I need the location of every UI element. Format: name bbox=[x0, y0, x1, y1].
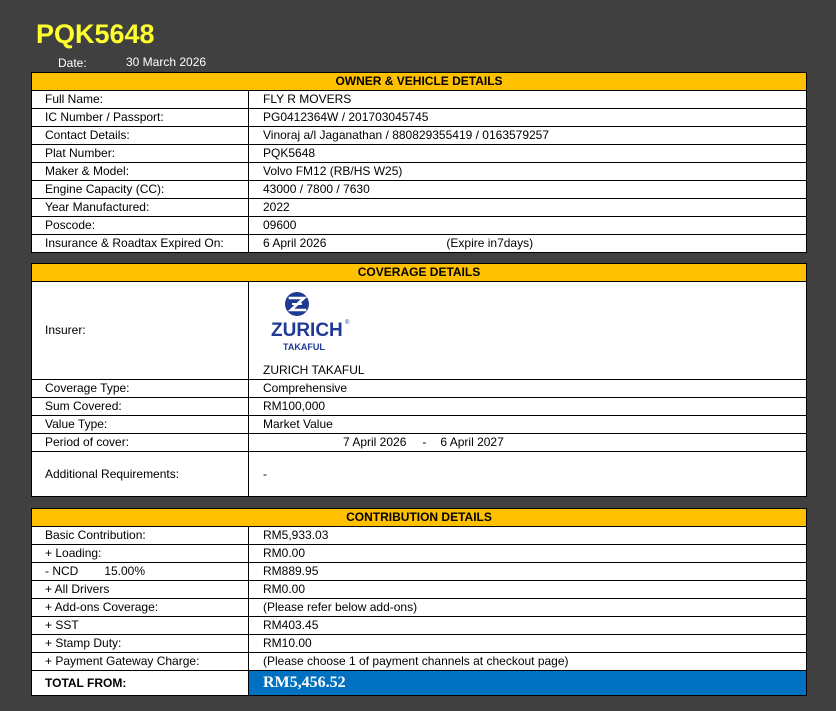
row-value: 09600 bbox=[249, 217, 807, 235]
ncd-label-cell bbox=[32, 563, 249, 581]
table-row bbox=[32, 235, 806, 253]
row-value: RM0.00 bbox=[249, 581, 807, 599]
zurich-logo bbox=[267, 290, 357, 360]
row-value: RM5,933.03 bbox=[249, 527, 807, 545]
row-label: + Payment Gateway Charge: bbox=[32, 653, 249, 671]
row-label: Plat Number: bbox=[32, 145, 249, 163]
row-label: Poscode: bbox=[32, 217, 249, 235]
row-value: Vinoraj a/l Jaganathan / 880829355419 / 0163579257 bbox=[249, 127, 807, 145]
row-label: Sum Covered: bbox=[32, 398, 249, 416]
row-label: + Loading: bbox=[32, 545, 249, 563]
coverage-section bbox=[31, 263, 807, 497]
expiry-note: (Expire in7days) bbox=[446, 236, 534, 250]
contribution-section bbox=[31, 508, 807, 696]
row-label: + SST bbox=[32, 617, 249, 635]
table-row bbox=[32, 127, 806, 145]
row-value: RM889.95 bbox=[249, 563, 807, 581]
row-value: PG0412364W / 201703045745 bbox=[249, 109, 807, 127]
expiry-date: 6 April 2026 bbox=[263, 236, 327, 250]
row-value: RM100,000 bbox=[249, 398, 807, 416]
row-label: Basic Contribution: bbox=[32, 527, 249, 545]
table-row bbox=[32, 398, 806, 416]
row-value: PQK5648 bbox=[249, 145, 807, 163]
row-value: Market Value bbox=[249, 416, 807, 434]
row-value: Volvo FM12 (RB/HS W25) bbox=[249, 163, 807, 181]
row-label: + All Drivers bbox=[32, 581, 249, 599]
row-label: IC Number / Passport: bbox=[32, 109, 249, 127]
row-label: Full Name: bbox=[32, 91, 249, 109]
row-value: FLY R MOVERS bbox=[249, 91, 807, 109]
table-row bbox=[32, 527, 806, 545]
row-label: Year Manufactured: bbox=[32, 199, 249, 217]
row-value: Comprehensive bbox=[249, 380, 807, 398]
logo-subtext: TAKAFUL bbox=[283, 342, 325, 352]
row-value: RM10.00 bbox=[249, 635, 807, 653]
row-value: (Please refer below add-ons) bbox=[249, 599, 807, 617]
expiry-value bbox=[249, 235, 807, 253]
table-row bbox=[32, 163, 806, 181]
period-value bbox=[249, 434, 807, 452]
table-row bbox=[32, 91, 806, 109]
total-value: RM5,456.52 bbox=[249, 671, 807, 696]
plate-number-title: PQK5648 bbox=[36, 19, 155, 49]
insurer-cell bbox=[249, 282, 807, 380]
period-from: 7 April 2026 bbox=[343, 435, 407, 449]
row-value: 2022 bbox=[249, 199, 807, 217]
date-label: Date: bbox=[58, 56, 87, 70]
row-value: 43000 / 7800 / 7630 bbox=[249, 181, 807, 199]
insurer-name: ZURICH TAKAFUL bbox=[263, 363, 365, 377]
row-label: Contact Details: bbox=[32, 127, 249, 145]
row-label: Engine Capacity (CC): bbox=[32, 181, 249, 199]
row-label: Coverage Type: bbox=[32, 380, 249, 398]
table-row bbox=[32, 434, 806, 452]
table-row bbox=[32, 653, 806, 671]
coverage-table bbox=[32, 282, 806, 496]
ncd-percent: 15.00% bbox=[104, 564, 146, 578]
table-row bbox=[32, 199, 806, 217]
additional-value: - bbox=[263, 466, 267, 481]
table-row bbox=[32, 563, 806, 581]
period-label: Period of cover: bbox=[32, 434, 249, 452]
additional-label: Additional Requirements: bbox=[32, 452, 249, 497]
owner-vehicle-section bbox=[31, 72, 807, 253]
owner-vehicle-header: OWNER & VEHICLE DETAILS bbox=[32, 73, 806, 91]
table-row bbox=[32, 416, 806, 434]
table-row bbox=[32, 581, 806, 599]
table-row bbox=[32, 109, 806, 127]
period-dash: - bbox=[422, 435, 427, 449]
row-label: Insurance & Roadtax Expired On: bbox=[32, 235, 249, 253]
row-label: Value Type: bbox=[32, 416, 249, 434]
owner-vehicle-table bbox=[32, 91, 806, 252]
logo-wordmark: ZURICH bbox=[271, 320, 343, 341]
contribution-table bbox=[32, 527, 806, 695]
row-label: + Stamp Duty: bbox=[32, 635, 249, 653]
table-row bbox=[32, 181, 806, 199]
insurer-label: Insurer: bbox=[32, 282, 249, 380]
row-value: RM403.45 bbox=[249, 617, 807, 635]
total-label: TOTAL FROM: bbox=[32, 671, 249, 696]
coverage-header: COVERAGE DETAILS bbox=[32, 264, 806, 282]
period-to: 6 April 2027 bbox=[440, 435, 504, 449]
table-row bbox=[32, 217, 806, 235]
contribution-header: CONTRIBUTION DETAILS bbox=[32, 509, 806, 527]
row-value: (Please choose 1 of payment channels at checkout page) bbox=[249, 653, 807, 671]
table-row bbox=[32, 617, 806, 635]
row-value: RM0.00 bbox=[249, 545, 807, 563]
total-row bbox=[32, 671, 806, 696]
table-row bbox=[32, 599, 806, 617]
table-row bbox=[32, 282, 806, 380]
date-value: 30 March 2026 bbox=[126, 55, 207, 69]
row-label: + Add-ons Coverage: bbox=[32, 599, 249, 617]
table-row bbox=[32, 545, 806, 563]
table-row bbox=[32, 452, 806, 497]
ncd-label: - NCD bbox=[45, 564, 79, 578]
table-row bbox=[32, 145, 806, 163]
row-label: Maker & Model: bbox=[32, 163, 249, 181]
table-row bbox=[32, 380, 806, 398]
table-row bbox=[32, 635, 806, 653]
svg-text:®: ® bbox=[345, 320, 350, 326]
